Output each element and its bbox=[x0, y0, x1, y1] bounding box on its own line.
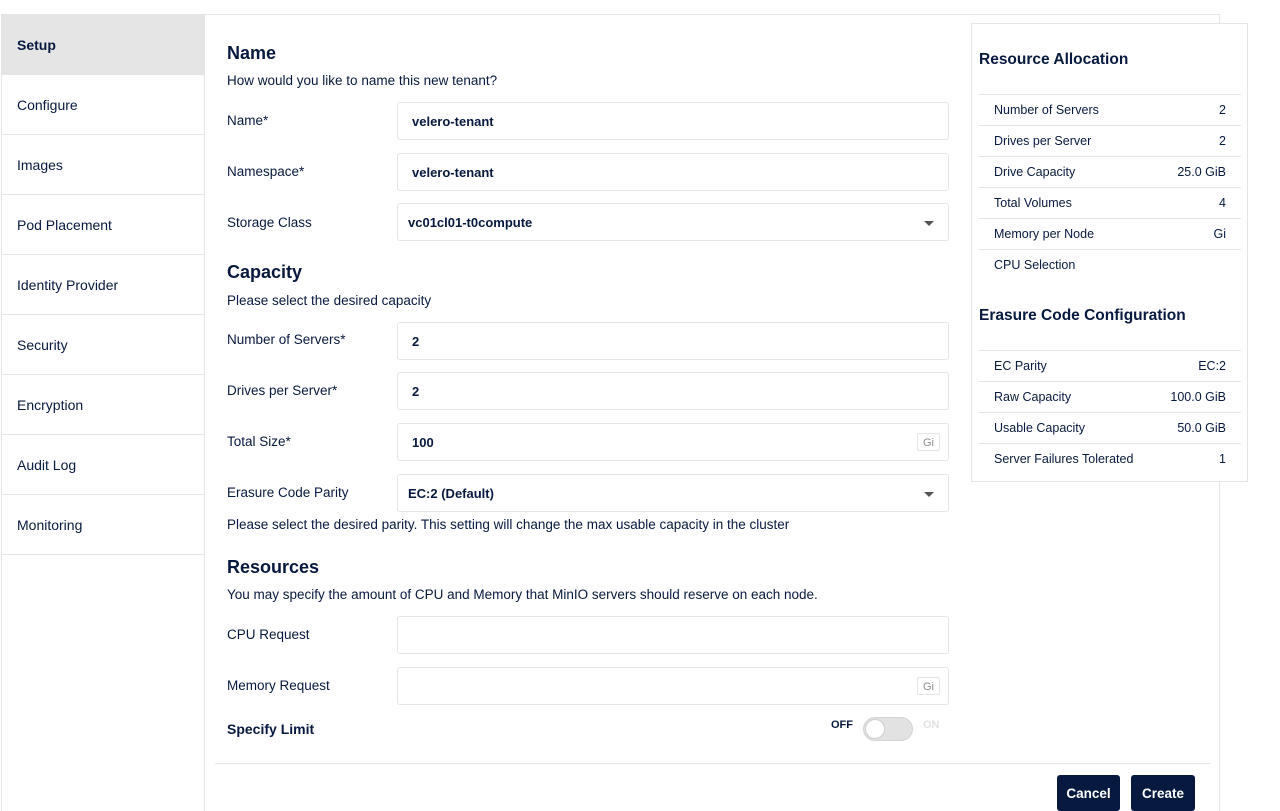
namespace-label: Namespace* bbox=[227, 164, 305, 179]
summary-row-label: Usable Capacity bbox=[994, 421, 1086, 435]
summary-row-label: Server Failures Tolerated bbox=[994, 452, 1134, 466]
total-size-value: 100 bbox=[412, 434, 434, 450]
resources-section-title: Resources bbox=[227, 557, 320, 577]
cancel-button[interactable]: Cancel bbox=[1057, 775, 1120, 811]
summary-row-label: Memory per Node bbox=[994, 227, 1095, 241]
resource-allocation-table bbox=[979, 94, 1241, 280]
sidebar-item-label: Images bbox=[17, 156, 63, 173]
summary-row bbox=[979, 381, 1241, 412]
summary-row-value: 4 bbox=[1219, 196, 1226, 210]
sidebar-item-label: Configure bbox=[17, 96, 78, 113]
summary-panel bbox=[971, 23, 1248, 482]
summary-row bbox=[979, 443, 1241, 474]
summary-row-label: EC Parity bbox=[994, 359, 1047, 373]
footer-divider bbox=[215, 763, 1210, 764]
sidebar-item-label: Setup bbox=[17, 36, 56, 53]
sidebar-item-audit-log[interactable] bbox=[1, 435, 204, 495]
parity-help-text: Please select the desired parity. This setting will change the max usable capacity in the cluster bbox=[227, 517, 790, 532]
sidebar-item-encryption[interactable] bbox=[1, 375, 204, 435]
parity-label: Erasure Code Parity bbox=[227, 485, 349, 500]
summary-row bbox=[979, 187, 1241, 218]
summary-row-value: Gi bbox=[1213, 227, 1226, 241]
resources-section-description: You may specify the amount of CPU and Memory that MinIO servers should reserve on each node. bbox=[227, 587, 818, 602]
sidebar-item-label: Security bbox=[17, 336, 68, 353]
memory-request-label: Memory Request bbox=[227, 678, 330, 693]
sidebar-item-identity-provider[interactable] bbox=[1, 255, 204, 315]
sidebar-item-pod-placement[interactable] bbox=[1, 195, 204, 255]
resource-allocation-title: Resource Allocation bbox=[979, 51, 1129, 68]
wizard-sidebar bbox=[1, 15, 205, 811]
sidebar-item-setup[interactable] bbox=[1, 15, 204, 75]
drives-input[interactable] bbox=[397, 372, 949, 410]
erasure-code-table bbox=[979, 350, 1241, 474]
parity-select[interactable] bbox=[397, 474, 949, 512]
specify-limit-label: Specify Limit bbox=[227, 721, 315, 737]
summary-row-label: Number of Servers bbox=[994, 103, 1099, 117]
erasure-code-title: Erasure Code Configuration bbox=[979, 307, 1186, 324]
summary-row-value: 25.0 GiB bbox=[1177, 165, 1226, 179]
cpu-request-label: CPU Request bbox=[227, 627, 310, 642]
memory-request-input[interactable] bbox=[397, 667, 949, 705]
name-input[interactable] bbox=[397, 102, 949, 140]
total-size-unit: Gi bbox=[917, 433, 940, 451]
storage-class-value: vc01cl01-t0compute bbox=[408, 214, 533, 230]
cpu-request-input[interactable] bbox=[397, 616, 949, 654]
servers-value: 2 bbox=[412, 333, 420, 349]
sidebar-item-images[interactable] bbox=[1, 135, 204, 195]
servers-label: Number of Servers* bbox=[227, 332, 346, 347]
total-size-label: Total Size* bbox=[227, 434, 291, 449]
specify-limit-toggle[interactable] bbox=[863, 717, 913, 741]
sidebar-item-label: Encryption bbox=[17, 396, 84, 413]
name-section-description: How would you like to name this new tenant? bbox=[227, 73, 498, 88]
summary-row bbox=[979, 412, 1241, 443]
sidebar-item-label: Pod Placement bbox=[17, 216, 112, 233]
namespace-value: velero-tenant bbox=[412, 164, 494, 180]
summary-row-value: 2 bbox=[1219, 134, 1226, 148]
sidebar-item-label: Audit Log bbox=[17, 456, 77, 473]
summary-row-value: 100.0 GiB bbox=[1170, 390, 1226, 404]
chevron-down-icon bbox=[924, 221, 934, 226]
summary-row bbox=[979, 156, 1241, 187]
summary-row-label: CPU Selection bbox=[994, 258, 1076, 272]
capacity-section-title: Capacity bbox=[227, 262, 303, 282]
servers-input[interactable] bbox=[397, 322, 949, 360]
toggle-knob bbox=[865, 719, 885, 739]
summary-row bbox=[979, 94, 1241, 125]
summary-row bbox=[979, 218, 1241, 249]
total-size-input[interactable] bbox=[397, 423, 949, 461]
sidebar-item-monitoring[interactable] bbox=[1, 495, 204, 555]
drives-label: Drives per Server* bbox=[227, 383, 338, 398]
name-section-title: Name bbox=[227, 43, 277, 63]
chevron-down-icon bbox=[924, 492, 934, 497]
summary-row-value: 1 bbox=[1219, 452, 1226, 466]
namespace-input[interactable] bbox=[397, 153, 949, 191]
summary-row bbox=[979, 350, 1241, 381]
parity-value: EC:2 (Default) bbox=[408, 485, 494, 501]
create-button[interactable]: Create bbox=[1131, 775, 1195, 811]
summary-row-label: Drives per Server bbox=[994, 134, 1092, 148]
summary-row-label: Drive Capacity bbox=[994, 165, 1076, 179]
name-value: velero-tenant bbox=[412, 113, 494, 129]
storage-class-label: Storage Class bbox=[227, 215, 312, 230]
summary-row-value: EC:2 bbox=[1198, 359, 1226, 373]
summary-row-value: 2 bbox=[1219, 103, 1226, 117]
sidebar-item-configure[interactable] bbox=[1, 75, 204, 135]
storage-class-select[interactable] bbox=[397, 203, 949, 241]
capacity-section-description: Please select the desired capacity bbox=[227, 293, 432, 308]
summary-row bbox=[979, 125, 1241, 156]
summary-row-value: 50.0 GiB bbox=[1177, 421, 1226, 435]
name-label: Name* bbox=[227, 113, 269, 128]
sidebar-item-label: Identity Provider bbox=[17, 276, 119, 293]
toggle-on-label: ON bbox=[923, 719, 940, 731]
summary-row-label: Total Volumes bbox=[994, 196, 1072, 210]
drives-value: 2 bbox=[412, 383, 420, 399]
summary-row bbox=[979, 249, 1241, 280]
toggle-off-label: OFF bbox=[831, 719, 853, 731]
summary-row-label: Raw Capacity bbox=[994, 390, 1072, 404]
memory-request-unit: Gi bbox=[917, 677, 940, 695]
sidebar-item-security[interactable] bbox=[1, 315, 204, 375]
sidebar-item-label: Monitoring bbox=[17, 516, 83, 533]
